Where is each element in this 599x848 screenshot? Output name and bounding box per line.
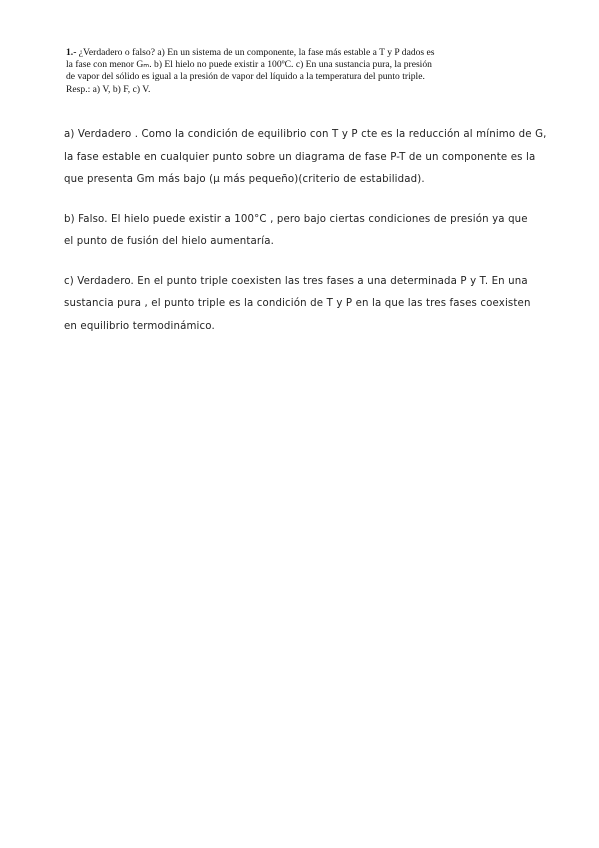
answer-a	[64, 124, 564, 192]
answer-c	[64, 271, 564, 339]
question-number: 1.-	[66, 47, 77, 58]
question-block	[66, 47, 496, 96]
answer-line: a) Verdadero . Como la condición de equilibrio con T y P cte es la reducción al mínimo de G,	[64, 129, 547, 140]
question-text: ¿Verdadero o falso? a) En un sistema de un componente, la fase más estable a T y P dados es	[78, 47, 435, 58]
question-answer-key: Resp.: a) V, b) F, c) V.	[66, 83, 151, 95]
question-line: de vapor del sólido es igual a la presión de vapor del líquido a la temperatura del punto triple.	[66, 71, 425, 83]
answer-line: b) Falso. El hielo puede existir a 100°C , pero bajo ciertas condiciones de presión ya que	[64, 213, 528, 225]
answer-line: la fase estable en cualquier punto sobre un diagrama de fase P-T de un componente es la	[64, 151, 536, 163]
answer-line: sustancia pura , el punto triple es la condición de T y P en la que las tres fases coexisten	[64, 298, 531, 309]
handwritten-answers	[64, 124, 564, 355]
answer-line: el punto de fusión del hielo aumentaría.	[64, 236, 275, 247]
answer-b	[64, 209, 564, 254]
answer-line: en equilibrio termodinámico.	[64, 320, 215, 332]
question-line: la fase con menor Gₘ. b) El hielo no puede existir a 100ºC. c) En una sustancia pura, la presión	[66, 59, 432, 71]
answer-line: que presenta Gm más bajo (μ más pequeño)(criterio de estabilidad).	[64, 174, 425, 185]
answer-line: c) Verdadero. En el punto triple coexisten las tres fases a una determinada P y T. En una	[64, 275, 528, 287]
question-line	[66, 47, 496, 59]
